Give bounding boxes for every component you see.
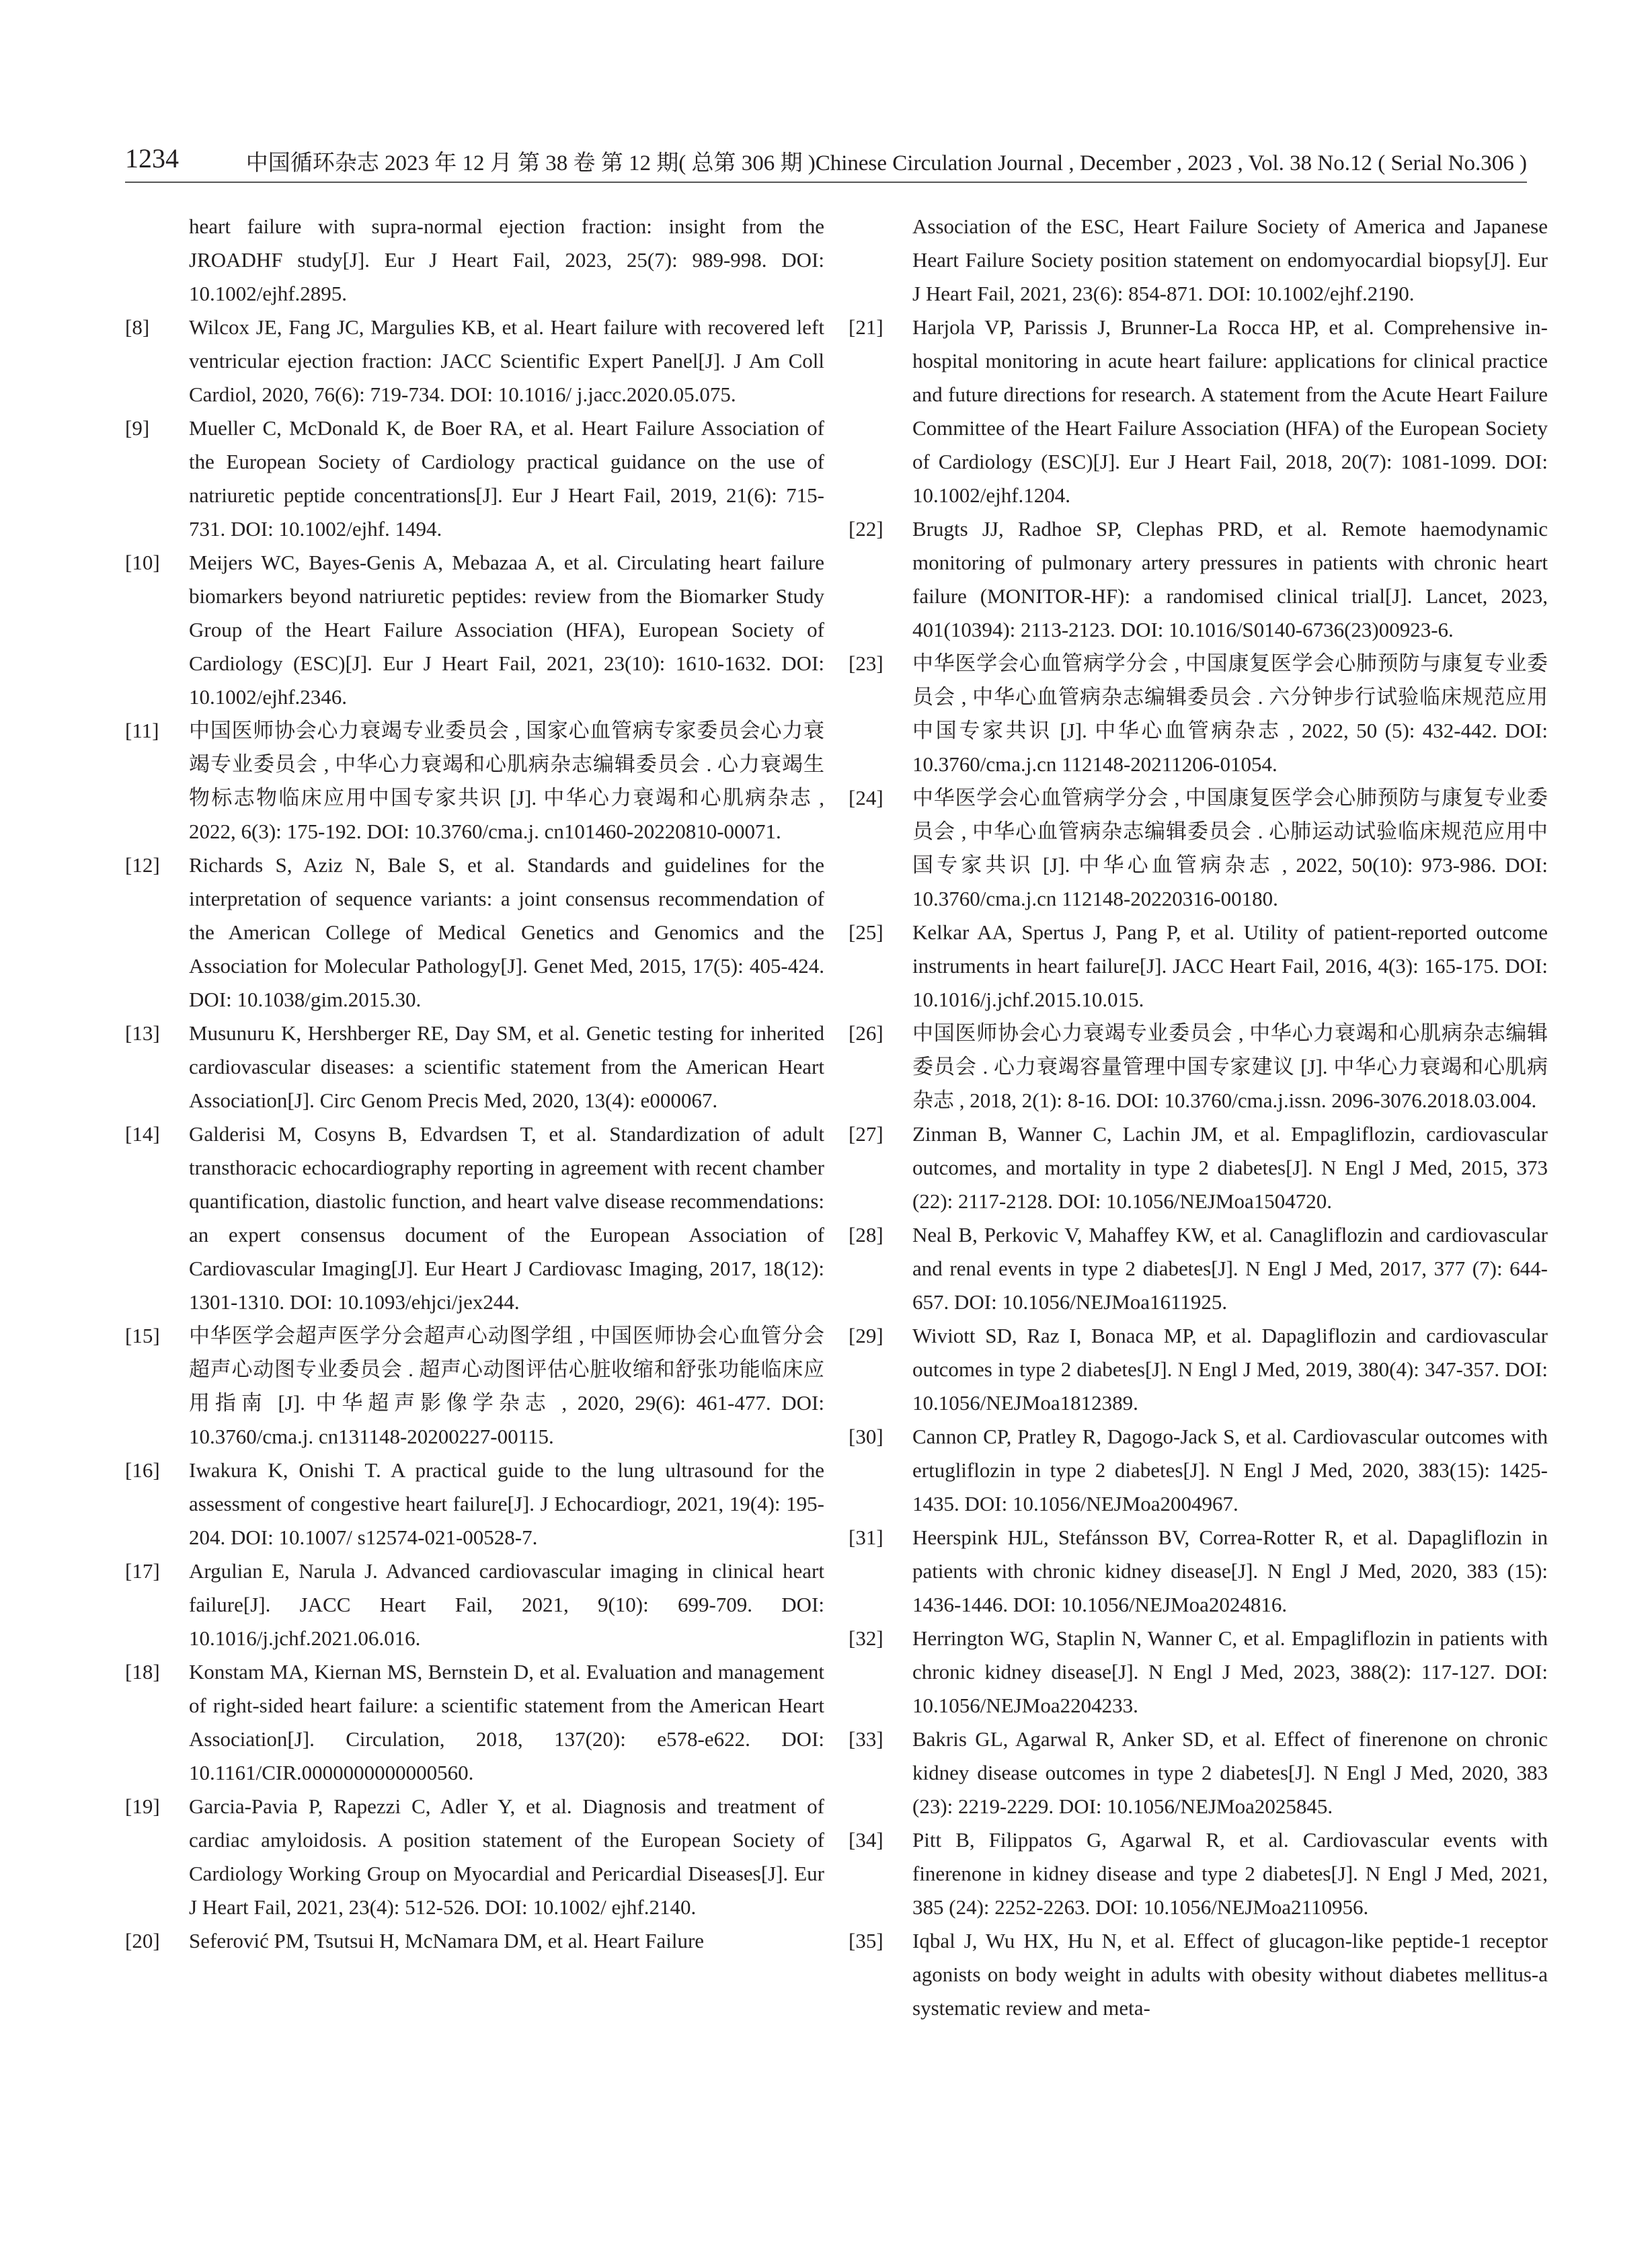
reference-text: 中华医学会心血管病学分会 , 中国康复医学会心肺预防与康复专业委员会 , 中华心血管病杂志编辑委员会 . 六分钟步行试验临床规范应用中国专家共识 [J]. 中华心血管病杂志 , 2022, 50 (5): 432-442. DOI: 10.3760/cma.j.cn 112148-20211206-01054. [912,651,1548,776]
reference-number: [33] [849,1727,883,1751]
reference-number: [21] [849,315,883,339]
reference-text: Seferović PM, Tsutsui H, McNamara DM, et al. Heart Failure [189,1929,705,1952]
reference-number: [16] [125,1458,160,1482]
reference-text: Konstam MA, Kiernan MS, Bernstein D, et al. Evaluation and management of right-sided heart failure: a scientific statement from the American Heart Association[J]. Circulation, 2018, 137(20): e578-e622. DOI: 10.1161/CIR.0000000000000560. [189,1660,824,1784]
reference-item [125,411,824,546]
reference-item [849,210,1548,311]
reference-number: [26] [849,1021,883,1045]
reference-number: [19] [125,1794,160,1818]
reference-text: 中华医学会超声医学分会超声心动图学组 , 中国医师协会心血管分会超声心动图专业委员会 . 超声心动图评估心脏收缩和舒张功能临床应用指南 [J]. 中华超声影像学杂志 , 2020, 29(6): 461-477. DOI: 10.3760/cma.j. cn131148-20200227-00115. [189,1324,824,1448]
reference-text: Musunuru K, Hershberger RE, Day SM, et al. Genetic testing for inherited cardiovascular diseases: a scientific statement from the American Heart Association[J]. Circ Genom Precis Med, 2020, 13(4): e000067. [189,1021,824,1112]
reference-item [849,1622,1548,1723]
reference-text: Richards S, Aziz N, Bale S, et al. Standards and guidelines for the interpretation of sequence variants: a joint consensus recommendation of the American College of Medical Genetics and Genomics and the Association for Molecular Pathology[J]. Genet Med, 2015, 17(5): 405-424. DOI: 10.1038/gim.2015.30. [189,853,824,1011]
reference-number: [20] [125,1929,160,1952]
reference-item [125,1655,824,1790]
reference-item [849,311,1548,512]
reference-number: [13] [125,1021,160,1045]
reference-number: [14] [125,1122,160,1146]
reference-text: Iqbal J, Wu HX, Hu N, et al. Effect of glucagon-like peptide-1 receptor agonists on body weight in adults with obesity without diabetes mellitus-a systematic review and meta- [912,1929,1548,2020]
reference-text: Argulian E, Narula J. Advanced cardiovascular imaging in clinical heart failure[J]. JACC Heart Fail, 2021, 9(10): 699-709. DOI: 10.1016/j.jchf.2021.06.016. [189,1559,824,1650]
reference-text: Mueller C, McDonald K, de Boer RA, et al. Heart Failure Association of the European Society of Cardiology practical guidance on the use of natriuretic peptide concentrations[J]. Eur J Heart Fail, 2019, 21(6): 715-731. DOI: 10.1002/ejhf. 1494. [189,416,824,541]
reference-text: Pitt B, Filippatos G, Agarwal R, et al. Cardiovascular events with finerenone in kidney disease and type 2 diabetes[J]. N Engl J Med, 2021, 385 (24): 2252-2263. DOI: 10.1056/NEJMoa2110956. [912,1828,1548,1919]
reference-item [849,781,1548,916]
reference-number: [27] [849,1122,883,1146]
reference-item [125,311,824,411]
reference-item [125,1790,824,1924]
reference-number: [18] [125,1660,160,1684]
reference-number: [9] [125,416,150,440]
reference-text: Galderisi M, Cosyns B, Edvardsen T, et al. Standardization of adult transthoracic echocardiography reporting in agreement with recent chamber quantification, diastolic function, and heart valve disease recommendations: an expert consensus document of the European Association of Cardiovascular Imaging[J]. Eur Heart J Cardiovasc Imaging, 2017, 18(12): 1301-1310. DOI: 10.1093/ehjci/jex244. [189,1122,824,1314]
reference-text: 中华医学会心血管病学分会 , 中国康复医学会心肺预防与康复专业委员会 , 中华心血管病杂志编辑委员会 . 心肺运动试验临床规范应用中国专家共识 [J]. 中华心血管病杂志 , 2022, 50(10): 973-986. DOI: 10.3760/cma.j.cn 112148-20220316-00180. [912,786,1548,910]
reference-item [125,1554,824,1655]
reference-number: [22] [849,517,883,541]
reference-number: [10] [125,551,160,574]
reference-number: [31] [849,1526,883,1549]
reference-text: Association of the ESC, Heart Failure Society of America and Japanese Heart Failure Society position statement on endomyocardial biopsy[J]. Eur J Heart Fail, 2021, 23(6): 854-871. DOI: 10.1002/ejhf.2190. [912,214,1548,305]
reference-item [849,1924,1548,2025]
reference-number: [12] [125,853,160,877]
reference-item [125,1319,824,1454]
reference-text: Zinman B, Wanner C, Lachin JM, et al. Empagliflozin, cardiovascular outcomes, and mortality in type 2 diabetes[J]. N Engl J Med, 2015, 373 (22): 2117-2128. DOI: 10.1056/NEJMoa1504720. [912,1122,1548,1213]
reference-item [125,714,824,848]
reference-item [849,1319,1548,1420]
reference-text: Bakris GL, Agarwal R, Anker SD, et al. Effect of finerenone on chronic kidney disease outcomes in type 2 diabetes[J]. N Engl J Med, 2020, 383 (23): 2219-2229. DOI: 10.1056/NEJMoa2025845. [912,1727,1548,1818]
reference-number: [25] [849,920,883,944]
reference-item [849,1017,1548,1117]
reference-item [849,1723,1548,1823]
reference-text: Garcia-Pavia P, Rapezzi C, Adler Y, et al. Diagnosis and treatment of cardiac amyloidosis. A position statement of the European Society of Cardiology Working Group on Myocardial and Pericardial Diseases[J]. Eur J Heart Fail, 2021, 23(4): 512-526. DOI: 10.1002/ ejhf.2140. [189,1794,824,1919]
reference-item [849,1420,1548,1521]
reference-text: Herrington WG, Staplin N, Wanner C, et al. Empagliflozin in patients with chronic kidney disease[J]. N Engl J Med, 2023, 388(2): 117-127. DOI: 10.1056/NEJMoa2204233. [912,1626,1548,1717]
reference-number: [29] [849,1324,883,1347]
right-column [849,210,1548,2025]
reference-text: Wilcox JE, Fang JC, Margulies KB, et al. Heart failure with recovered left ventricular ejection fraction: JACC Scientific Expert Panel[J]. J Am Coll Cardiol, 2020, 76(6): 719-734. DOI: 10.1016/ j.jacc.2020.05.075. [189,315,824,406]
reference-number: [8] [125,315,150,339]
reference-number: [24] [849,786,883,809]
left-column [125,210,824,1958]
reference-number: [32] [849,1626,883,1650]
header-rule [125,182,1527,183]
reference-item [125,1017,824,1117]
reference-number: [15] [125,1324,160,1347]
page-header [125,143,1527,183]
reference-item [849,1521,1548,1622]
reference-text: Brugts JJ, Radhoe SP, Clephas PRD, et al. Remote haemodynamic monitoring of pulmonary artery pressures in patients with chronic heart failure (MONITOR-HF): a randomised clinical trial[J]. Lancet, 2023, 401(10394): 2113-2123. DOI: 10.1016/S0140-6736(23)00923-6. [912,517,1548,641]
reference-item [849,1823,1548,1924]
reference-text: Heerspink HJL, Stefánsson BV, Correa-Rotter R, et al. Dapagliflozin in patients with chronic kidney disease[J]. N Engl J Med, 2020, 383 (15): 1436-1446. DOI: 10.1056/NEJMoa2024816. [912,1526,1548,1616]
reference-number: [35] [849,1929,883,1952]
reference-text: Harjola VP, Parissis J, Brunner-La Rocca HP, et al. Comprehensive in-hospital monitoring in acute heart failure: applications for clinical practice and future directions for research. A statement from the Acute Heart Failure Committee of the Heart Failure Association (HFA) of the European Society of Cardiology (ESC)[J]. Eur J Heart Fail, 2018, 20(7): 1081-1099. DOI: 10.1002/ejhf.1204. [912,315,1548,507]
reference-number: [30] [849,1425,883,1448]
reference-item [849,1218,1548,1319]
reference-item [125,546,824,714]
reference-text: Iwakura K, Onishi T. A practical guide to the lung ultrasound for the assessment of congestive heart failure[J]. J Echocardiogr, 2021, 19(4): 195-204. DOI: 10.1007/ s12574-021-00528-7. [189,1458,824,1549]
page-number: 1234 [125,143,179,173]
reference-text: Cannon CP, Pratley R, Dagogo-Jack S, et al. Cardiovascular outcomes with ertugliflozin in type 2 diabetes[J]. N Engl J Med, 2020, 383(15): 1425-1435. DOI: 10.1056/NEJMoa2004967. [912,1425,1548,1515]
reference-item [849,647,1548,781]
reference-item [849,1117,1548,1218]
reference-number: [34] [849,1828,883,1852]
reference-item [125,1924,824,1958]
reference-text: Kelkar AA, Spertus J, Pang P, et al. Utility of patient-reported outcome instruments in heart failure[J]. JACC Heart Fail, 2016, 4(3): 165-175. DOI: 10.1016/j.jchf.2015.10.015. [912,920,1548,1011]
reference-text: Neal B, Perkovic V, Mahaffey KW, et al. Canagliflozin and cardiovascular and renal events in type 2 diabetes[J]. N Engl J Med, 2017, 377 (7): 644-657. DOI: 10.1056/NEJMoa1611925. [912,1223,1548,1314]
reference-number: [23] [849,651,883,675]
reference-text: 中国医师协会心力衰竭专业委员会 , 国家心血管病专家委员会心力衰竭专业委员会 , 中华心力衰竭和心肌病杂志编辑委员会 . 心力衰竭生物标志物临床应用中国专家共识 [J]. 中华心力衰竭和心肌病杂志 , 2022, 6(3): 175-192. DOI: 10.3760/cma.j. cn101460-20220810-00071. [189,719,824,843]
reference-item [125,210,824,311]
reference-item [125,1117,824,1319]
reference-item [849,916,1548,1017]
reference-item [125,1454,824,1554]
reference-number: [28] [849,1223,883,1247]
reference-item [125,848,824,1017]
reference-text: Meijers WC, Bayes-Genis A, Mebazaa A, et al. Circulating heart failure biomarkers beyond natriuretic peptides: review from the Biomarker Study Group of the Heart Failure Association (HFA), European Society of Cardiology (ESC)[J]. Eur J Heart Fail, 2021, 23(10): 1610-1632. DOI: 10.1002/ejhf.2346. [189,551,824,709]
reference-item [849,512,1548,647]
reference-number: [17] [125,1559,160,1583]
reference-number: [11] [125,719,159,742]
reference-text: Wiviott SD, Raz I, Bonaca MP, et al. Dapagliflozin and cardiovascular outcomes in type 2 diabetes[J]. N Engl J Med, 2019, 380(4): 347-357. DOI: 10.1056/NEJMoa1812389. [912,1324,1548,1415]
reference-text: heart failure with supra-normal ejection fraction: insight from the JROADHF study[J]. Eur J Heart Fail, 2023, 25(7): 989-998. DOI: 10.1002/ejhf.2895. [189,214,824,305]
reference-text: 中国医师协会心力衰竭专业委员会 , 中华心力衰竭和心肌病杂志编辑委员会 . 心力衰竭容量管理中国专家建议 [J]. 中华心力衰竭和心肌病杂志 , 2018, 2(1): 8-16. DOI: 10.3760/cma.j.issn. 2096-3076.2018.03.004. [912,1021,1548,1112]
running-title: 中国循环杂志 2023 年 12 月 第 38 卷 第 12 期( 总第 306 期 )Chinese Circulation Journal , December , 2023 , Vol. 38 No.12 ( Serial No.306 ) [245,151,1527,175]
